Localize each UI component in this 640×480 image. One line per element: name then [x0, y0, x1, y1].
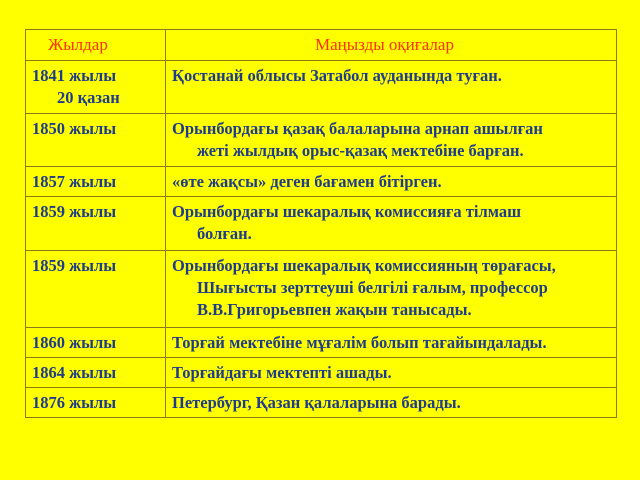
event-text: Орынбордағы шекаралық комиссияға тілмаш — [172, 202, 522, 221]
year-text: 1857 жылы — [32, 172, 117, 191]
event-text: Шығысты зерттеуші белгілі ғалым, профессор — [197, 278, 548, 297]
table-header-row — [26, 30, 617, 61]
header-years: Жылдар — [26, 30, 166, 61]
year-cell — [26, 388, 166, 418]
table-row — [26, 61, 617, 114]
year-cell — [26, 167, 166, 197]
year-text: 1860 жылы — [32, 333, 117, 352]
header-events: Маңызды оқиғалар — [166, 30, 617, 61]
event-cell — [166, 251, 617, 328]
year-cell — [26, 61, 166, 114]
year-cell — [26, 251, 166, 328]
year-cell — [26, 328, 166, 358]
event-text: жеті жылдық орыс-қазақ мектебіне барған. — [197, 141, 524, 160]
table-row — [26, 167, 617, 197]
event-text: Орынбордағы қазақ балаларына арнап ашылған — [172, 119, 543, 138]
event-cell — [166, 61, 617, 114]
year-text: 1850 жылы — [32, 119, 117, 138]
year-cell — [26, 197, 166, 251]
event-text: болған. — [197, 224, 252, 243]
event-cell — [166, 114, 617, 167]
table-row — [26, 197, 617, 251]
event-cell — [166, 197, 617, 251]
table-row — [26, 328, 617, 358]
event-cell — [166, 328, 617, 358]
event-text: Петербург, Қазан қалаларына барады. — [172, 393, 461, 412]
table-row — [26, 388, 617, 418]
event-text: «өте жақсы» деген бағамен бітірген. — [172, 172, 442, 191]
event-text: Қостанай облысы Затабол ауданында туған. — [172, 66, 502, 85]
year-date-text: 20 қазан — [57, 88, 120, 107]
event-text: В.В.Григорьевпен жақын танысады. — [197, 300, 472, 319]
timeline-table — [25, 29, 617, 418]
event-cell — [166, 167, 617, 197]
table-row — [26, 358, 617, 388]
year-text: 1864 жылы — [32, 363, 117, 382]
year-text: 1876 жылы — [32, 393, 117, 412]
event-cell — [166, 358, 617, 388]
year-cell — [26, 358, 166, 388]
event-text: Орынбордағы шекаралық комиссияның төрағасы, — [172, 256, 556, 275]
year-text: 1859 жылы — [32, 202, 117, 221]
event-text: Торғай мектебіне мұғалім болып тағайындалады. — [172, 333, 547, 352]
year-text: 1841 жылы — [32, 66, 117, 85]
year-cell — [26, 114, 166, 167]
table-row — [26, 114, 617, 167]
event-text: Торғайдағы мектепті ашады. — [172, 363, 392, 382]
event-cell — [166, 388, 617, 418]
table-row — [26, 251, 617, 328]
year-text: 1859 жылы — [32, 256, 117, 275]
